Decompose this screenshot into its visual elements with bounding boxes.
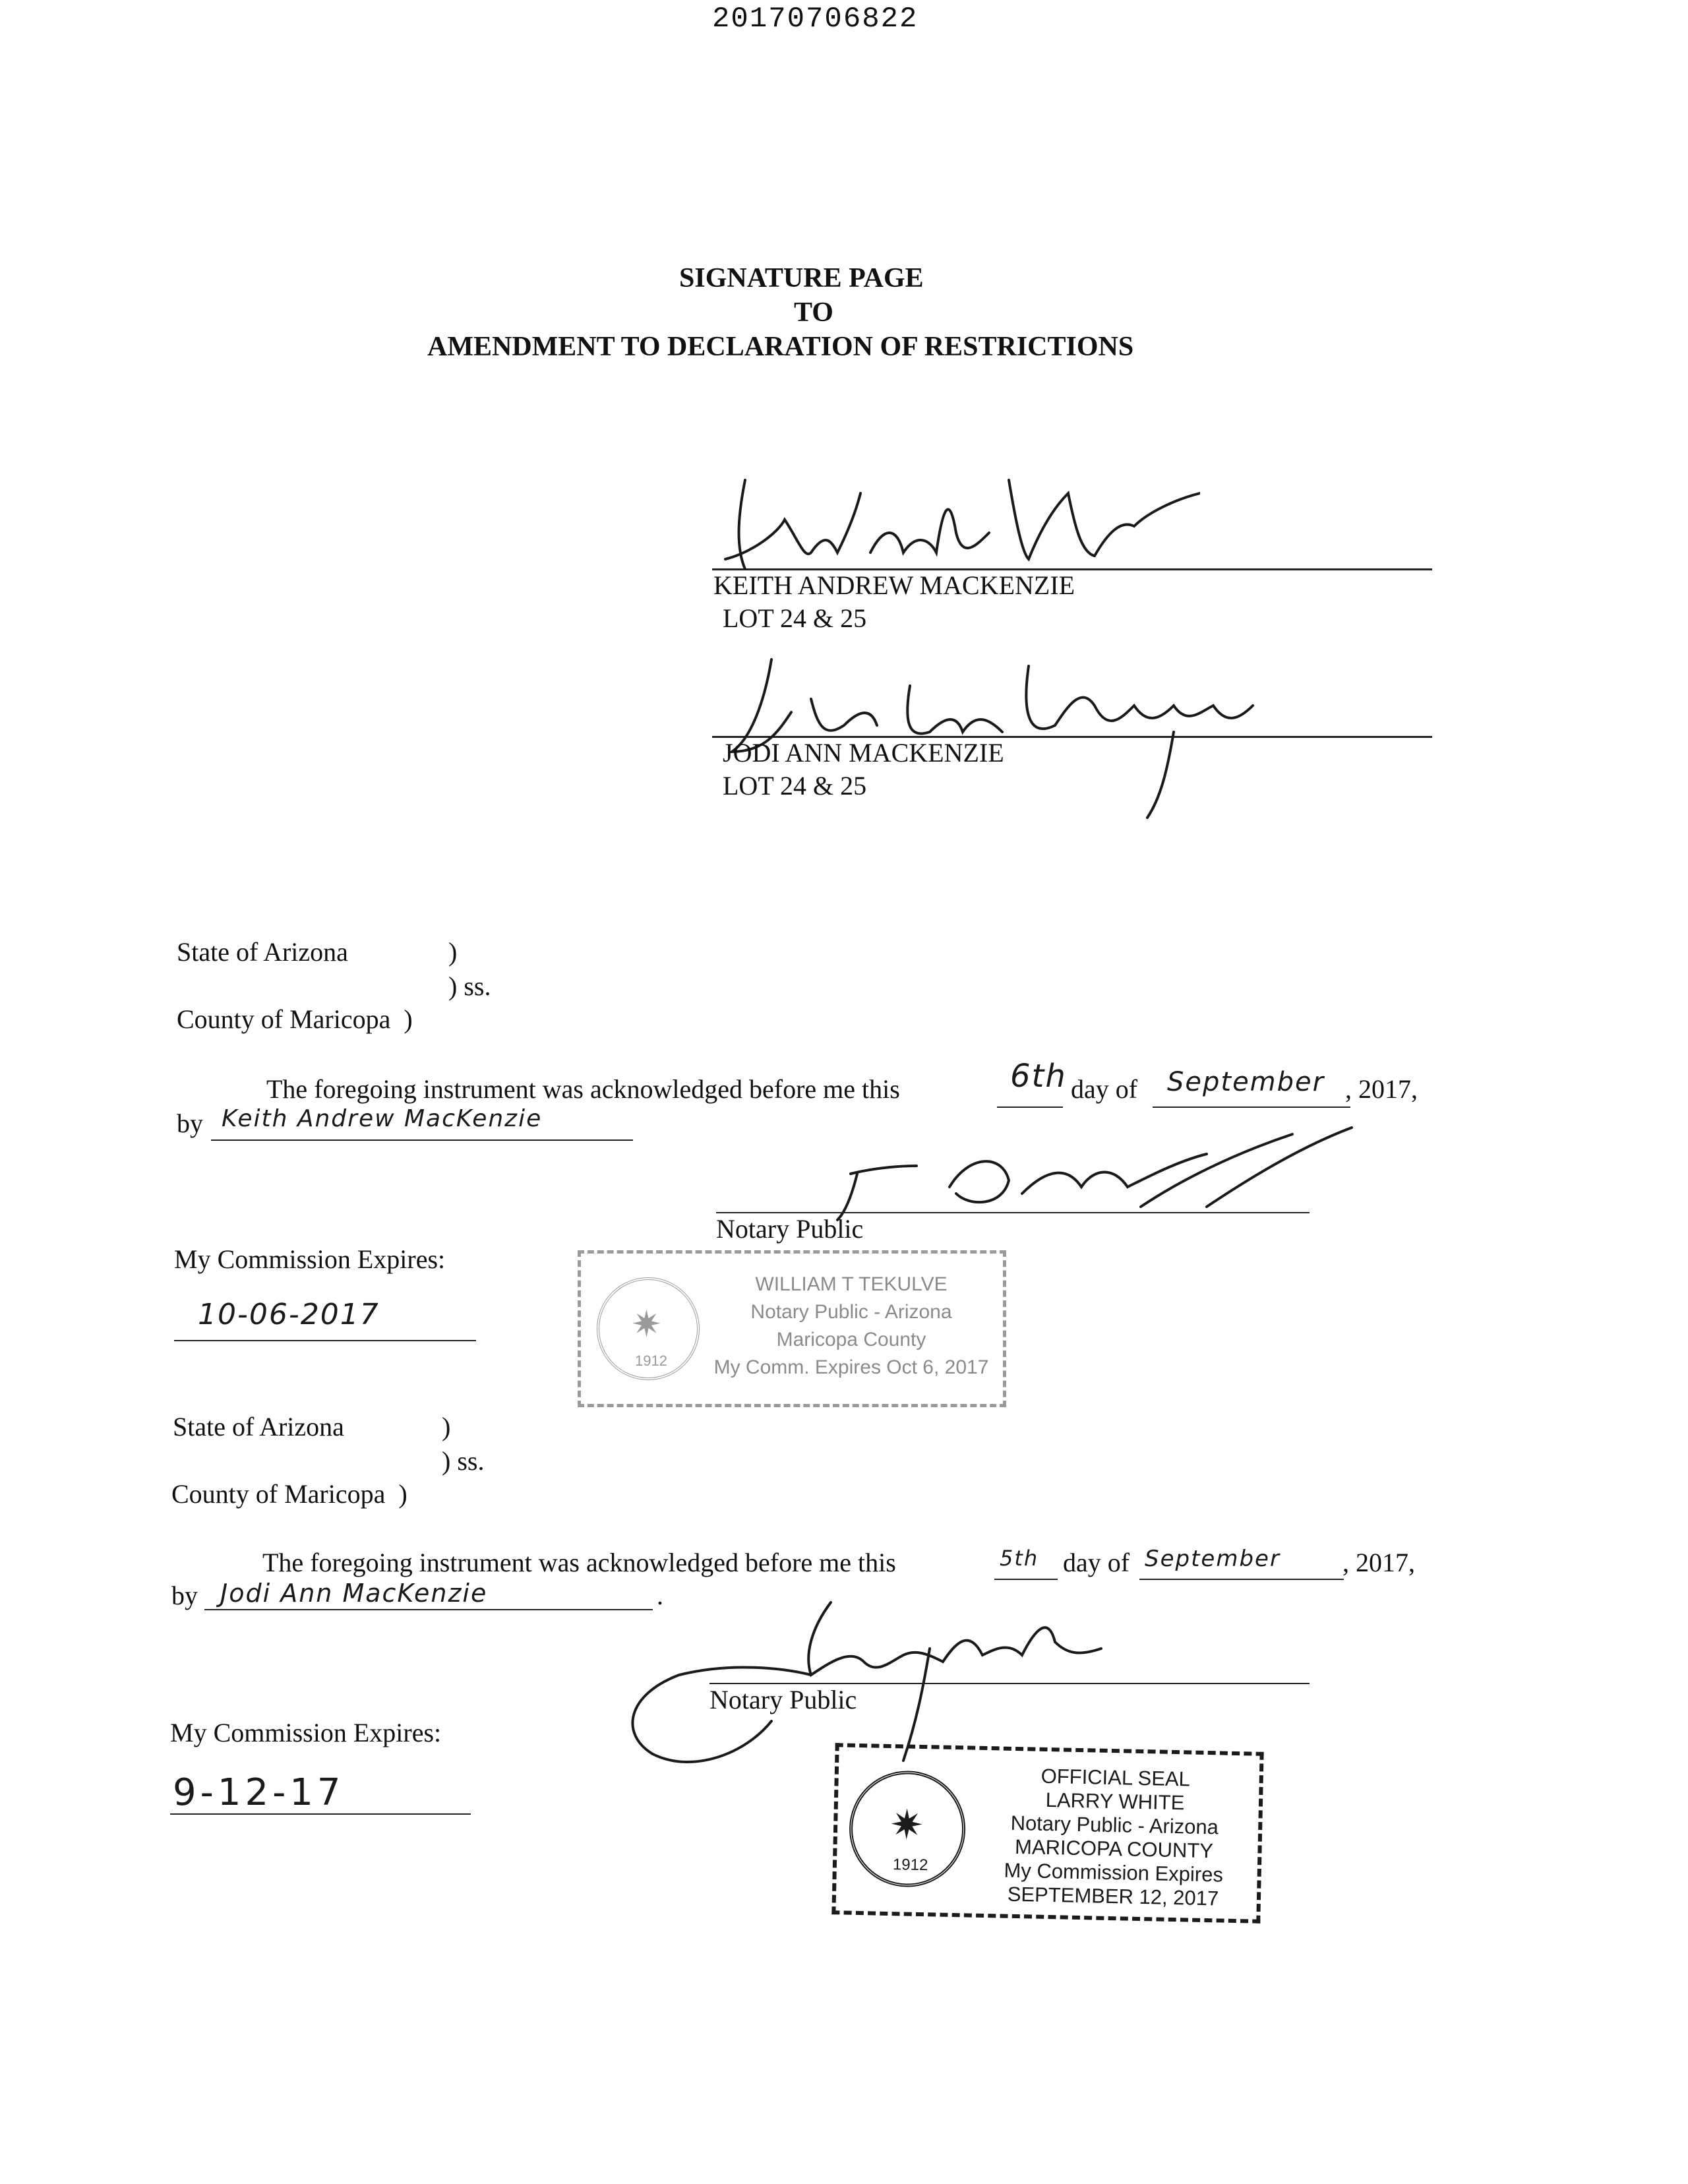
signer-1-lot: LOT 24 & 25: [723, 603, 867, 633]
stamp-2-line-2: LARRY WHITE: [1045, 1788, 1185, 1815]
notary-stamp-2: [831, 1743, 1263, 1924]
day-of-label-1: day of: [1071, 1074, 1138, 1104]
notary-signature-1: [785, 1114, 1378, 1227]
title-line-3: AMENDMENT TO DECLARATION OF RESTRICTIONS: [427, 332, 1134, 362]
year-text-1: , 2017,: [1345, 1074, 1418, 1104]
seal-year-2: 1912: [892, 1856, 928, 1875]
acknowledgment-text-2: The foregoing instrument was acknowledged before me this: [262, 1548, 896, 1577]
by-end-2: .: [657, 1581, 663, 1610]
signer-1-name: KEITH ANDREW MACKENZIE: [713, 570, 1075, 600]
by-name-1: Keith Andrew MacKenzie: [222, 1105, 543, 1132]
month-line-2: [1139, 1579, 1344, 1580]
month-line-1: [1153, 1107, 1350, 1108]
by-label-1: by: [177, 1108, 203, 1138]
stamp-1-line-1: WILLIAM T TEKULVE: [755, 1273, 948, 1295]
day-line-1: [997, 1107, 1063, 1108]
by-line-1: [211, 1139, 633, 1141]
county-paren-2: ): [398, 1479, 407, 1509]
state-paren-1: ): [448, 937, 458, 967]
seal-star-icon-1: ✷: [631, 1303, 662, 1345]
signer-2-lot: LOT 24 & 25: [723, 771, 867, 801]
title-line-1: SIGNATURE PAGE: [679, 263, 924, 293]
signature-keith: [699, 454, 1200, 586]
state-label-2: State of Arizona: [173, 1412, 344, 1441]
notary-seal-2: [848, 1770, 967, 1889]
acknowledgment-text-1: The foregoing instrument was acknowledged before me this: [266, 1074, 900, 1104]
ss-label-2: ) ss.: [442, 1446, 485, 1476]
county-label-1: [177, 1004, 413, 1035]
signer-2-name: JODI ANN MACKENZIE: [723, 738, 1004, 768]
county-text-2: County of Maricopa: [171, 1479, 386, 1509]
commission-label-2: My Commission Expires:: [170, 1718, 442, 1747]
commission-line-1: [174, 1340, 476, 1341]
ss-label-1: ) ss.: [448, 971, 491, 1001]
month-value-1: September: [1167, 1067, 1325, 1097]
seal-year-1: 1912: [635, 1352, 667, 1369]
county-label-2: [171, 1478, 407, 1509]
month-value-2: September: [1145, 1546, 1281, 1572]
seal-star-icon-2: ✷: [889, 1802, 924, 1849]
commission-line-2: [170, 1813, 471, 1815]
state-label-1: State of Arizona: [177, 937, 348, 967]
year-text-2: , 2017,: [1342, 1548, 1415, 1577]
stamp-2-line-1: OFFICIAL SEAL: [1040, 1764, 1191, 1791]
commission-date-2: 9-12-17: [173, 1771, 345, 1814]
stamp-2-line-6: SEPTEMBER 12, 2017: [1007, 1882, 1219, 1910]
title-line-2: TO: [794, 297, 833, 328]
stamp-2-line-5: My Commission Expires: [1004, 1858, 1224, 1887]
stamp-1-line-4: My Comm. Expires Oct 6, 2017: [713, 1356, 989, 1378]
state-paren-2: ): [442, 1412, 451, 1441]
county-text-1: County of Maricopa: [177, 1004, 391, 1034]
day-value-2: 5th: [1000, 1546, 1039, 1571]
notary-seal-1: [597, 1277, 700, 1380]
stamp-2-line-3: Notary Public - Arizona: [1010, 1811, 1219, 1839]
county-paren-1: ): [404, 1004, 413, 1034]
day-line-2: [994, 1579, 1058, 1580]
document-number: 20170706822: [712, 3, 919, 36]
commission-date-1: 10-06-2017: [198, 1298, 380, 1331]
notary-stamp-1: [578, 1250, 1006, 1407]
by-label-2: by: [171, 1581, 198, 1610]
notary-label-2: Notary Public: [709, 1685, 857, 1714]
notary-label-1: Notary Public: [716, 1214, 864, 1244]
day-of-label-2: day of: [1063, 1548, 1130, 1577]
by-line-2: [204, 1609, 653, 1610]
commission-label-1: My Commission Expires:: [174, 1244, 446, 1274]
stamp-2-line-4: MARICOPA COUNTY: [1014, 1835, 1214, 1863]
day-value-1: 6th: [1010, 1058, 1067, 1095]
by-name-2: Jodi Ann MacKenzie: [220, 1579, 488, 1608]
stamp-1-line-2: Notary Public - Arizona: [750, 1301, 952, 1323]
stamp-1-line-3: Maricopa County: [776, 1329, 926, 1350]
